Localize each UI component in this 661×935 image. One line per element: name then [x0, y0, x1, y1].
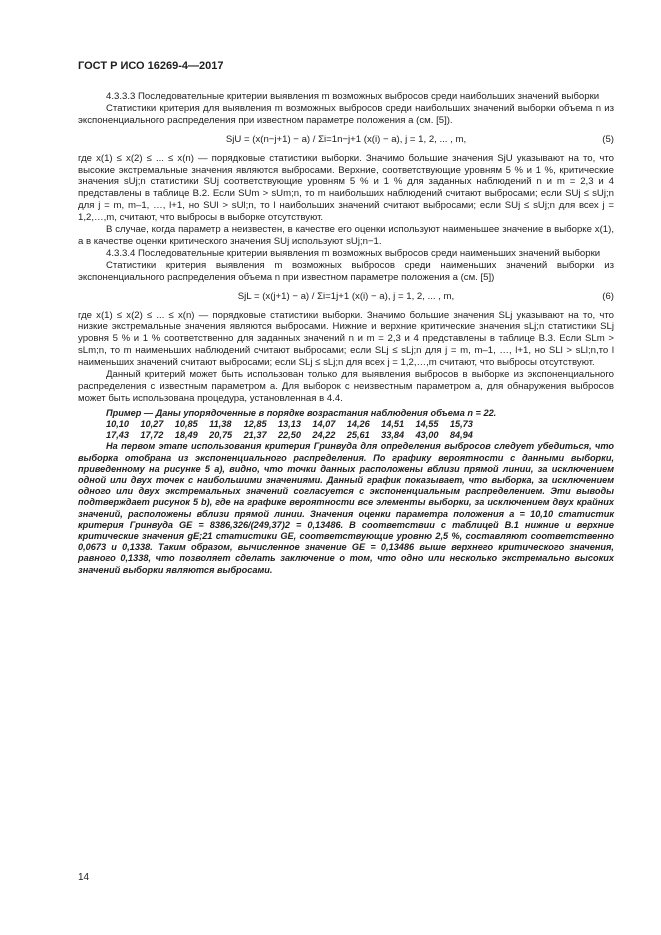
- example-block: [78, 408, 614, 576]
- data-value: 24,22: [312, 430, 336, 441]
- data-value: 14,55: [415, 418, 439, 429]
- example-data-row-2: [78, 430, 614, 441]
- page-number: 14: [78, 872, 90, 883]
- paragraph: Данный критерий может быть использован только для выявления выбросов в выборке из экспоненциального распределения с известным параметром a. Для выборок с неизвестным параметром a, для обнаружения выбросов может быть использована процедура, установленная в 4.4.: [78, 369, 614, 404]
- data-value: 43,00: [415, 430, 439, 441]
- data-value: 17,72: [140, 430, 164, 441]
- data-value: 10,85: [174, 418, 198, 429]
- formula-5: [78, 134, 614, 146]
- data-value: 84,94: [449, 430, 473, 441]
- data-value: 10,27: [140, 418, 164, 429]
- paragraph: где x(1) ≤ x(2) ≤ ... ≤ x(n) — порядковые статистики выборки. Значимо большие значения SLj указывают на то, что низкие экстремальные значения являются выбросами. Нижние и верхние критические значения sLj;n статистики SLj уровня 5 % и 1 % соответственно для заданных значений n и m = 2,3 и 4 представлены в таблице В.3. Если SLm > sLm;n, то m наименьших наблюдений считают выбросами; если SLj ≤ sLj;n для j = m, m–1, …, l+1, но SLl > sLl;n,то l наименьших значений считают выбросами; если SLj ≤ sLj;n для всех j = 1,2,…,m считают, что выбросы отсутствуют.: [78, 309, 614, 369]
- formula-5-text: SjU = (x(n−j+1) − a) / Σi=1n−j+1 (x(i) − a), j = 1, 2, ... , m,: [225, 133, 467, 145]
- data-value: 25,61: [346, 430, 370, 441]
- data-value: 22,50: [277, 430, 301, 441]
- page-header: ГОСТ Р ИСО 16269-4—2017: [78, 60, 224, 72]
- data-value: 11,38: [209, 418, 232, 429]
- data-value: 14,07: [312, 418, 336, 429]
- example-data-row-1: [78, 419, 614, 430]
- data-value: 14,51: [381, 418, 405, 429]
- data-value: 10,10: [106, 418, 129, 429]
- formula-6: [78, 291, 614, 303]
- paragraph: Статистики критерия выявления m возможных выбросов среди наименьших значений выборки из экспоненциального распределения объема n при известном параметре положения a (см. [5]): [78, 259, 614, 283]
- formula-6-text: SjL = (x(j+1) − a) / Σi=1j+1 (x(i) − a), j = 1, 2, ... , m,: [237, 290, 455, 302]
- data-value: 33,84: [381, 430, 405, 441]
- data-value: 12,85: [243, 418, 267, 429]
- data-value: 18,49: [174, 430, 198, 441]
- data-value: 17,43: [106, 430, 129, 441]
- example-text: На первом этапе использования критерия Гринвуда для определения выбросов следует убедиться, что выборка отобрана из экспоненциального распределения. По графику вероятности с данными выборки, приведенному на рисунке 5 a), видно, что точки данных расположены вблизи прямой линии, за исключением одной или двух точек с наибольшими значениями. Данный график показывает, что выборка, за исключением одного или двух экстремальных значений согласуется с экспоненциальным распределением. Эти выводы подтверждает рисунок 5 b), где на графике вероятности все элементы выборки, за исключением двух крайних значений, расположены вблизи прямой линии. Значения оценки параметра положения a = 10,10 статистик критерия Гринвуда GE = 8386,326/(249,37)2 = 0,13486. В соответствии с таблицей В.1 нижние и верхние критические значения gE;21 статистики GE, соответствующие уровню 2,5 %, составляют соответственно 0,0673 и 0,1338. Таким образом, вычисленное значение GE = 0,13486 выше верхнего критического значения, равного 0,1338, что позволяет сделать заключение о том, что одно или несколько экстремально высоких значений выборки являются выбросами.: [78, 441, 614, 575]
- example-title: Пример — Даны упорядоченные в порядке возрастания наблюдения объема n = 22.: [106, 407, 497, 418]
- formula-5-number: (5): [602, 133, 614, 145]
- data-value: 20,75: [209, 430, 233, 441]
- paragraph: где x(1) ≤ x(2) ≤ ... ≤ x(n) — порядковые статистики выборки. Значимо большие значения SjU указывают на то, что высокие экстремальные значения являются выбросами. Верхние, соответствующие уровням 5 % и 1 %, критические значения sUj;n статистики SUj соответствующие уровням 5 % и 1 % для заданных наблюдений n и m = 2,3 и 4 представлены в таблице В.2. Если SUm > sUm;n, то m наибольших наблюдений считают выбросами; если SUj ≤ sUj;n для j = m, m–1, …, l+1, но SUl > sUl;n, то l наибольших значений считают выбросами; если SUj ≤ sUj;n для всех j = 1,2,…,m, считают, что выбросы в выборке отсутствуют.: [78, 152, 614, 224]
- document-body: [78, 91, 614, 576]
- paragraph: В случае, когда параметр a неизвестен, в качестве его оценки используют наименьшее значение в выборке x(1), а в качестве оценки критического значения SUj используют sUj;n−1.: [78, 224, 614, 247]
- paragraph: Статистики критерия для выявления m возможных выбросов среди наибольших значений выборки объема n из экспоненциального распределения при известном параметре положения a (см. [5]).: [78, 102, 614, 126]
- section-heading-4-3-3-3: 4.3.3.3 Последовательные критерии выявления m возможных выбросов среди наибольших значений выборки: [106, 91, 600, 102]
- data-value: 15,73: [449, 418, 473, 429]
- formula-6-number: (6): [602, 290, 614, 302]
- section-heading-4-3-3-4: 4.3.3.4 Последовательные критерии выявления m возможных выбросов среди наименьших значений выборки: [106, 247, 601, 259]
- data-value: 21,37: [243, 430, 267, 441]
- data-value: 14,26: [346, 418, 370, 429]
- data-value: 13,13: [277, 418, 301, 429]
